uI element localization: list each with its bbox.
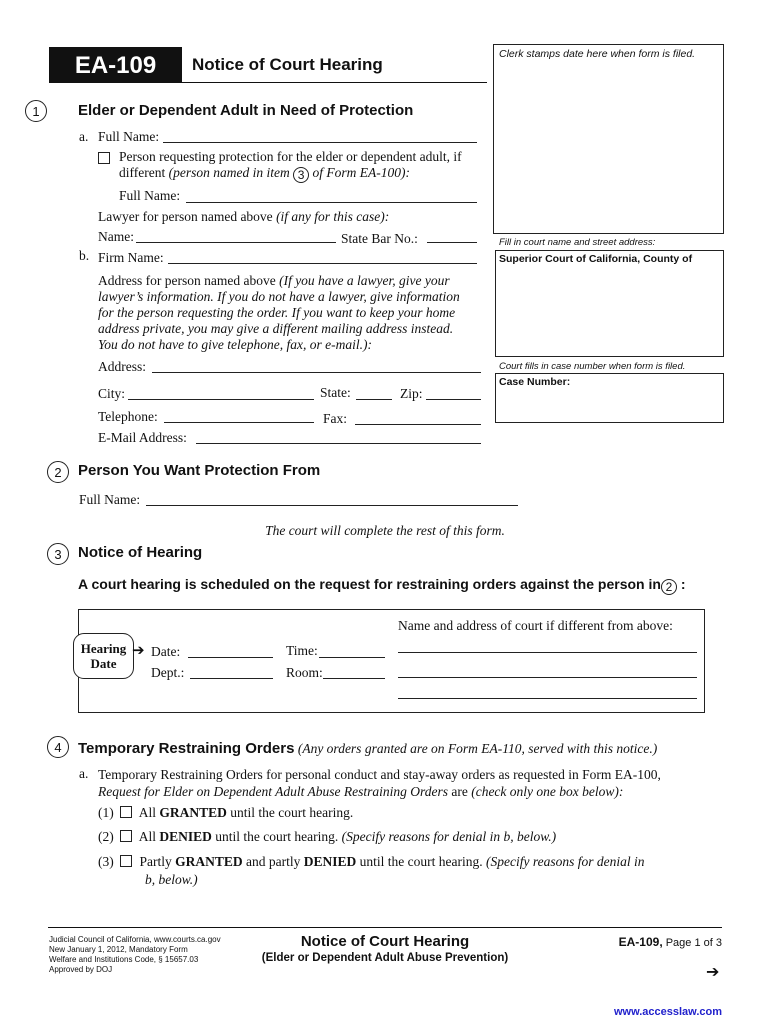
firm-name-label: Firm Name: bbox=[98, 250, 164, 265]
s4-a-check-note: (check only one box below): bbox=[471, 784, 624, 799]
requester-form-ref: of Form EA-100): bbox=[312, 165, 410, 180]
s1-full-name-2-field[interactable] bbox=[186, 191, 477, 203]
address-note-2: lawyer’s information. If you do not have a lawyer, give information bbox=[98, 289, 460, 304]
case-number-hint: Court fills in case number when form is filed. bbox=[499, 361, 686, 372]
s1-b-label: b. bbox=[79, 248, 90, 263]
address-field[interactable] bbox=[152, 361, 481, 373]
firm-name-field[interactable] bbox=[168, 252, 477, 264]
room-field[interactable] bbox=[323, 667, 385, 679]
court-address-line-3[interactable] bbox=[398, 687, 697, 699]
email-label: E-Mail Address: bbox=[98, 430, 187, 445]
clerk-stamp-box bbox=[493, 44, 724, 234]
address-intro: Address for person named above bbox=[98, 273, 276, 288]
hearing-date-badge bbox=[73, 633, 134, 679]
option-1-all: All bbox=[138, 805, 157, 820]
email-field[interactable] bbox=[196, 432, 481, 444]
address-note-3: for the person requesting the order. If you want to keep your home bbox=[98, 305, 456, 320]
footer-page-info bbox=[560, 935, 722, 949]
s4-a-text-1: Temporary Restraining Orders for personal conduct and stay-away orders as requested in Form EA-100, bbox=[98, 767, 661, 782]
date-label: Date: bbox=[151, 644, 181, 659]
next-page-arrow-icon[interactable]: ➔ bbox=[706, 964, 720, 981]
clerk-stamp-note: Clerk stamps date here when form is filed. bbox=[499, 48, 696, 60]
option-3-and-partly: and partly bbox=[246, 854, 301, 869]
option-1-granted: GRANTED bbox=[159, 805, 227, 820]
requester-different: different bbox=[119, 165, 166, 180]
state-bar-label: State Bar No.: bbox=[341, 231, 418, 246]
option-3-continued: b, below.) bbox=[145, 872, 198, 887]
section-1-title: Elder or Dependent Adult in Need of Protection bbox=[78, 102, 414, 119]
website-link[interactable]: www.accesslaw.com bbox=[613, 1006, 722, 1018]
hearing-date-line-1: Hearing bbox=[80, 641, 127, 656]
option-3-until: until the court hearing. bbox=[359, 854, 483, 869]
court-address-label: Name and address of court if different from above: bbox=[398, 618, 673, 633]
form-title: Notice of Court Hearing bbox=[192, 55, 383, 74]
option-3-num: (3) bbox=[98, 854, 114, 869]
section-4-note: (Any orders granted are on Form EA-110, served with this notice.) bbox=[297, 741, 658, 756]
requester-item-ref-text: (person named in item bbox=[168, 165, 290, 180]
court-name-box[interactable] bbox=[495, 250, 724, 357]
arrow-right-icon: ➔ bbox=[132, 643, 145, 659]
form-id: EA-109 bbox=[74, 52, 157, 79]
lawyer-name-field[interactable] bbox=[136, 231, 336, 243]
footer-line-2: New January 1, 2012, Mandatory Form bbox=[49, 945, 188, 954]
zip-label: Zip: bbox=[400, 386, 423, 401]
address-note-4: address private, you may give a different mailing address instead. bbox=[98, 321, 454, 336]
s2-full-name-label: Full Name: bbox=[79, 492, 141, 507]
court-address-line-2[interactable] bbox=[398, 666, 697, 678]
court-name-hint: Fill in court name and street address: bbox=[499, 237, 656, 248]
option-3-granted: GRANTED bbox=[175, 854, 243, 869]
state-bar-field[interactable] bbox=[427, 231, 477, 243]
city-field[interactable] bbox=[128, 388, 314, 400]
lawyer-heading bbox=[98, 209, 389, 225]
requester-text-1: Person requesting protection for the elder or dependent adult, if bbox=[119, 149, 462, 164]
court-name-label: Superior Court of California, County of bbox=[499, 253, 693, 265]
section-2-number: 2 bbox=[47, 461, 69, 483]
footer-line-4: Approved by DOJ bbox=[49, 965, 113, 974]
option-3 bbox=[98, 854, 644, 870]
option-1-checkbox[interactable] bbox=[120, 806, 132, 818]
footer-rule bbox=[48, 927, 722, 928]
s1-full-name-label: Full Name: bbox=[98, 129, 160, 144]
option-3-denied: DENIED bbox=[303, 854, 357, 869]
option-2-specify: (Specify reasons for denial in b, below.) bbox=[341, 829, 557, 844]
requester-text-2 bbox=[119, 165, 410, 183]
option-2-all: All bbox=[138, 829, 157, 844]
court-address-line-1[interactable] bbox=[398, 641, 697, 653]
requester-checkbox[interactable] bbox=[98, 152, 110, 164]
footer-line-3: Welfare and Institutions Code, § 15657.03 bbox=[49, 955, 199, 964]
telephone-label: Telephone: bbox=[98, 409, 158, 424]
hearing-statement bbox=[78, 576, 685, 595]
option-3-partly: Partly bbox=[139, 854, 172, 869]
room-label: Room: bbox=[286, 665, 323, 680]
s2-full-name-field[interactable] bbox=[146, 494, 518, 506]
fax-label: Fax: bbox=[323, 411, 348, 426]
fax-field[interactable] bbox=[355, 413, 481, 425]
s4-a-form-name: Request for Elder on Dependent Adult Abuse Restraining Orders bbox=[98, 784, 448, 799]
time-field[interactable] bbox=[319, 646, 385, 658]
city-label: City: bbox=[98, 386, 126, 401]
dept-field[interactable] bbox=[190, 667, 273, 679]
dept-label: Dept.: bbox=[151, 665, 185, 680]
telephone-field[interactable] bbox=[164, 411, 314, 423]
footer-page: Page 1 of 3 bbox=[665, 937, 722, 949]
zip-field[interactable] bbox=[426, 388, 481, 400]
item-2-ref: 2 bbox=[661, 579, 677, 595]
s1-a-label: a. bbox=[79, 129, 89, 144]
option-2-until: until the court hearing. bbox=[215, 829, 339, 844]
section-4-number: 4 bbox=[47, 736, 69, 758]
item-3-ref: 3 bbox=[293, 167, 309, 183]
address-instructions bbox=[98, 273, 460, 353]
lawyer-text: Lawyer for person named above bbox=[98, 209, 273, 224]
s1-full-name-2-label: Full Name: bbox=[119, 188, 181, 203]
header-rule bbox=[49, 82, 487, 83]
hearing-statement-colon: : bbox=[680, 576, 686, 592]
lawyer-name-label: Name: bbox=[98, 229, 134, 244]
date-field[interactable] bbox=[188, 646, 273, 658]
hearing-statement-text: A court hearing is scheduled on the request for restraining orders against the person in bbox=[78, 576, 661, 592]
section-1-number: 1 bbox=[25, 100, 47, 122]
section-4-heading bbox=[78, 740, 657, 757]
option-2-denied: DENIED bbox=[159, 829, 212, 844]
option-3-specify: (Specify reasons for denial in bbox=[485, 854, 645, 869]
case-number-label: Case Number: bbox=[499, 376, 571, 388]
hearing-date-line-2: Date bbox=[90, 656, 117, 671]
section-2-title: Person You Want Protection From bbox=[78, 462, 321, 479]
address-note-5: You do not have to give telephone, fax, or e-mail.): bbox=[98, 337, 372, 352]
section-4-title: Temporary Restraining Orders bbox=[78, 740, 295, 757]
s4-a-are: are bbox=[451, 784, 468, 799]
state-field[interactable] bbox=[356, 388, 392, 400]
footer-line-1: Judicial Council of California, www.courts.ca.gov bbox=[49, 935, 221, 944]
address-note-1: (If you have a lawyer, give your bbox=[279, 273, 450, 288]
section-3-number: 3 bbox=[47, 543, 69, 565]
s4-a-label: a. bbox=[79, 766, 89, 781]
address-label: Address: bbox=[98, 359, 146, 374]
section-3-title: Notice of Hearing bbox=[78, 544, 203, 561]
option-2 bbox=[98, 829, 556, 845]
option-3-checkbox[interactable] bbox=[120, 855, 132, 867]
footer-title: Notice of Court Hearing bbox=[300, 933, 470, 950]
lawyer-italic: (if any for this case): bbox=[276, 209, 390, 224]
court-complete-note: The court will complete the rest of this form. bbox=[265, 523, 505, 538]
s4-a-text-2 bbox=[98, 784, 623, 800]
footer-legal bbox=[49, 935, 221, 975]
option-1 bbox=[98, 805, 353, 821]
footer-form-id: EA-109, bbox=[618, 935, 663, 949]
s1-full-name-field[interactable] bbox=[163, 131, 477, 143]
state-label: State: bbox=[320, 385, 351, 400]
option-2-num: (2) bbox=[98, 829, 114, 844]
option-1-until: until the court hearing. bbox=[230, 805, 354, 820]
time-label: Time: bbox=[286, 643, 318, 658]
option-2-checkbox[interactable] bbox=[120, 830, 132, 842]
option-1-num: (1) bbox=[98, 805, 114, 820]
footer-subtitle: (Elder or Dependent Adult Abuse Prevention) bbox=[261, 952, 509, 964]
